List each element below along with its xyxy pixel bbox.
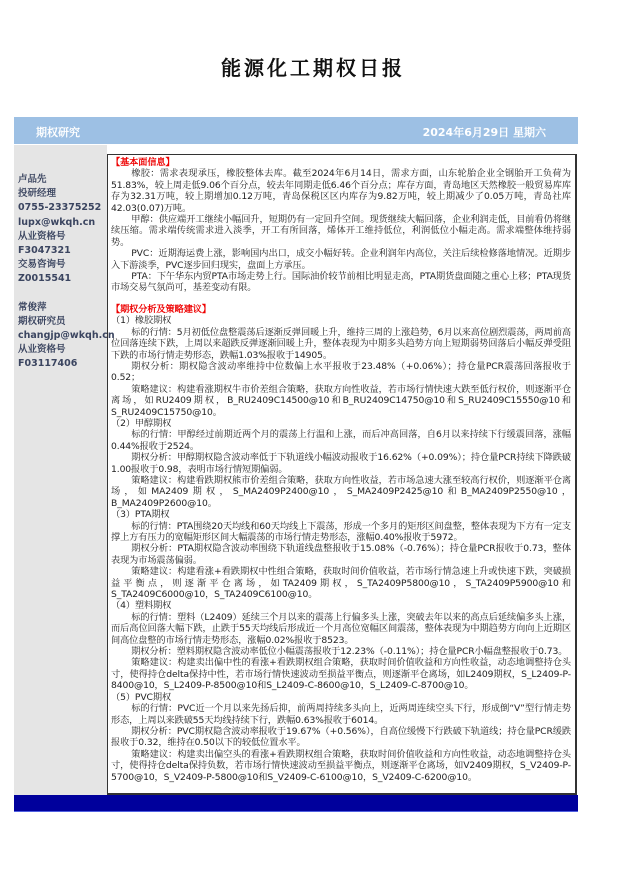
consult-number: Z0015541	[18, 273, 72, 285]
author-email[interactable]: changjp@wkqh.cn	[18, 330, 115, 342]
section-label: 期权研究	[36, 126, 80, 139]
paragraph: 期权分析：甲醇期权隐含波动率低于下轨道线小幅波动报收于16.62%（+0.09%）；持仓量PCR持续下降跌破1.00报收于0.98，表明市场行情短期偏弱。	[111, 452, 571, 475]
section-title: （4）塑料期权	[111, 600, 172, 612]
cert-number: F03117406	[18, 358, 78, 370]
paragraph: 标的行情：塑料（L2409）延续三个月以来的震荡上行偏多头上涨，突破去年以来的高点后延续偏多头上涨，而后高位回落大幅下跌，止跌于55天均线后形成近一个月高位宽幅区间震荡，整体表现为中期趋势方向向上近期区间高位盘整的市场行情走势形态，涨幅0.02%报收于8523。	[111, 611, 571, 646]
fundamentals-heading: 【基本面信息】	[111, 157, 175, 168]
author-sidebar	[14, 145, 115, 795]
section-title: （5）PVC期权	[111, 691, 172, 703]
paragraph: 期权分析：塑料期权隐含波动率低位小幅震荡报收于12.23%（-0.11%）；持仓量PCR小幅盘整报收于0.73。	[131, 646, 568, 658]
content-box	[107, 154, 577, 795]
paragraph: PVC：近期海运费上涨，影响国内出口，成交小幅好转。企业利润年内高位，关注后续检修落地情况。近期步入下游淡季，PVC逐步回归现实，盘面上方承压。	[111, 248, 571, 271]
paragraph: 标的行情：5月初低位盘整震荡后逐渐反弹回暖上升，维持三周的上涨趋势，6月以来高位剧烈震荡，两周前高位回落连续下跌，上周以来超跌反弹逐渐回暖上升，整体表现为中期多头趋势方向上短期弱势回落后小幅反弹受阻下跌的市场行情走势形态，跌幅1.03%报收于14905。	[111, 326, 571, 361]
header-band	[14, 117, 578, 144]
paragraph: PTA：下午华东内贸PTA市场走势上行。国际油价较节前相比明显走高，PTA期货盘面随之重心上移；PTA现货市场交易气氛尚可，基差变动有限。	[111, 271, 571, 294]
paragraph: 标的行情：PVC近一个月以来先扬后抑，前两周持续多头向上，近两周连续空头下行，形成倒“V”型行情走势形态，上周以来跌破55天均线持续下行，跌幅0.63%报收于6014。	[111, 703, 571, 726]
paragraph: 标的行情：PTA围绕20天均线和60天均线上下震荡，形成一个多月的矩形区间盘整，整体表现为下方有一定支撑上方有压力的宽幅矩形区间大幅震荡的市场行情走势形态，涨幅0.40%报收于5972。	[111, 520, 571, 543]
report-title: 能源化工期权日报	[221, 56, 405, 80]
report-date: 2024年6月29日 星期六	[422, 126, 546, 139]
paragraph: 标的行情：甲醇经过前期近两个月的震荡上行温和上涨，而后冲高回落，自6月以来持续下行缓震回落，涨幅0.44%报收于2524。	[111, 429, 571, 452]
cert-label: 从业资格号	[18, 230, 66, 242]
cert-number: F3047321	[18, 245, 71, 257]
paragraph: 期权分析：PTA期权隐含波动率围绕下轨道线盘整报收于15.08%（-0.76%）；持仓量PCR报收于0.73，整体表现为市场震荡偏弱。	[111, 543, 571, 566]
paragraph: 策略建议：构建看涨+看跌期权中性组合策略，获取时间价值收益，若市场行情急速上升或快速下跌，突破损益平衡点，则逐渐平仓离场，如TA2409期权，S_TA2409P5800@10，S_TA2409P5900@10和S_TA2409C6000@10，S_TA2409C6100@10。	[111, 566, 571, 601]
author-name: 卢品先	[18, 174, 47, 185]
paragraph: 策略建议：构建卖出偏空头的看涨+看跌期权组合策略，获取时间价值收益和方向性收益，动态地调整持仓头寸，使得持仓delta保持负数，若市场行情快速波动至损益平衡点，则逐渐平仓离场，如V2409期权，S_V2409-P-5700@10，S_V2409-P-5800@10和S_V2409-C-6100@10，S_V2409-C-6200@10。	[111, 748, 571, 783]
paragraph: 策略建议：构建看跌期权熊市价差组合策略，获取方向性收益，若市场急速大涨至较高行权价，则逐渐平仓离场，如MA2409期权，S_MA2409P2400@10，S_MA2409P2425@10和B_MA2409P2550@10，B_MA2409P2600@10。	[111, 474, 571, 509]
author-email[interactable]: lupx@wkqh.cn	[18, 216, 96, 228]
paragraph: 甲醇：供应端开工继续小幅回升，短期仍有一定回升空间。现货继续大幅回落，企业利润走低，目前看仍将继续压缩。需求端传统需求进入淡季，开工有所回落，烯体开工维持低位，利润低位小幅走高。需求端整体维持弱势。	[111, 214, 571, 248]
author-role: 期权研究员	[18, 315, 66, 327]
paragraph: 策略建议：构建卖出偏中性的看涨+看跌期权组合策略，获取时间价值收益和方向性收益，动态地调整持仓头寸，使得持仓delta保持中性，若市场行情快速波动至损益平衡点，则逐渐平仓离场，如L2409期权，S_L2409-P-8400@10，S_L2409-P-8500@10和S_L2409-C-8600@10，S_L2409-C-8700@10。	[111, 657, 571, 692]
paragraph: 策略建议：构建看涨期权牛市价差组合策略，获取方向性收益，若市场行情快速大跌至低行权价，则逐渐平仓离场，如RU2409期权，B_RU2409C14500@10和B_RU2409C14750@10和S_RU2409C15550@10和S_RU2409C15750@10。	[111, 383, 571, 418]
section-title: （3）PTA期权	[111, 509, 170, 521]
paragraph: 橡胶：需求表现承压，橡胶整体去库。截至2024年6月14日，需求方面，山东轮胎企业全钢胎开工负荷为51.83%，较上周走低9.06个百分点，较去年同期走低6.46个百分点；库存方面，青岛地区天然橡胶一般贸易库库存为32.31万吨，较上期增加0.12万吨，青岛保税区区内库存为9.82万吨，较上期减少了0.05万吨，青岛社库42.03(0.07)万吨。	[111, 168, 571, 214]
section-title: （1）橡胶期权	[111, 315, 172, 327]
section-title: （2）甲醇期权	[111, 417, 172, 429]
footer-bar	[14, 795, 578, 812]
analysis-heading: 【期权分析及策略建议】	[111, 303, 211, 315]
paragraph: 期权分析：期权隐含波动率维持中位数偏上水平报收于23.48%（+0.06%）；持仓量PCR震荡回落报收于0.52；	[111, 360, 571, 384]
author-phone: 0755-23375252	[18, 202, 102, 214]
paragraph: 期权分析：PVC期权隐含波动率报收于19.67%（+0.56%），自高位缓慢下行跌破下轨道线；持仓量PCR缓跌报收于0.32，维持在0.50以下的较低位置水平。	[111, 725, 571, 749]
author-name: 常俊萍	[18, 301, 47, 313]
author-role: 投研经理	[18, 188, 57, 200]
consult-label: 交易咨询号	[18, 259, 66, 271]
cert-label: 从业资格号	[18, 344, 66, 356]
